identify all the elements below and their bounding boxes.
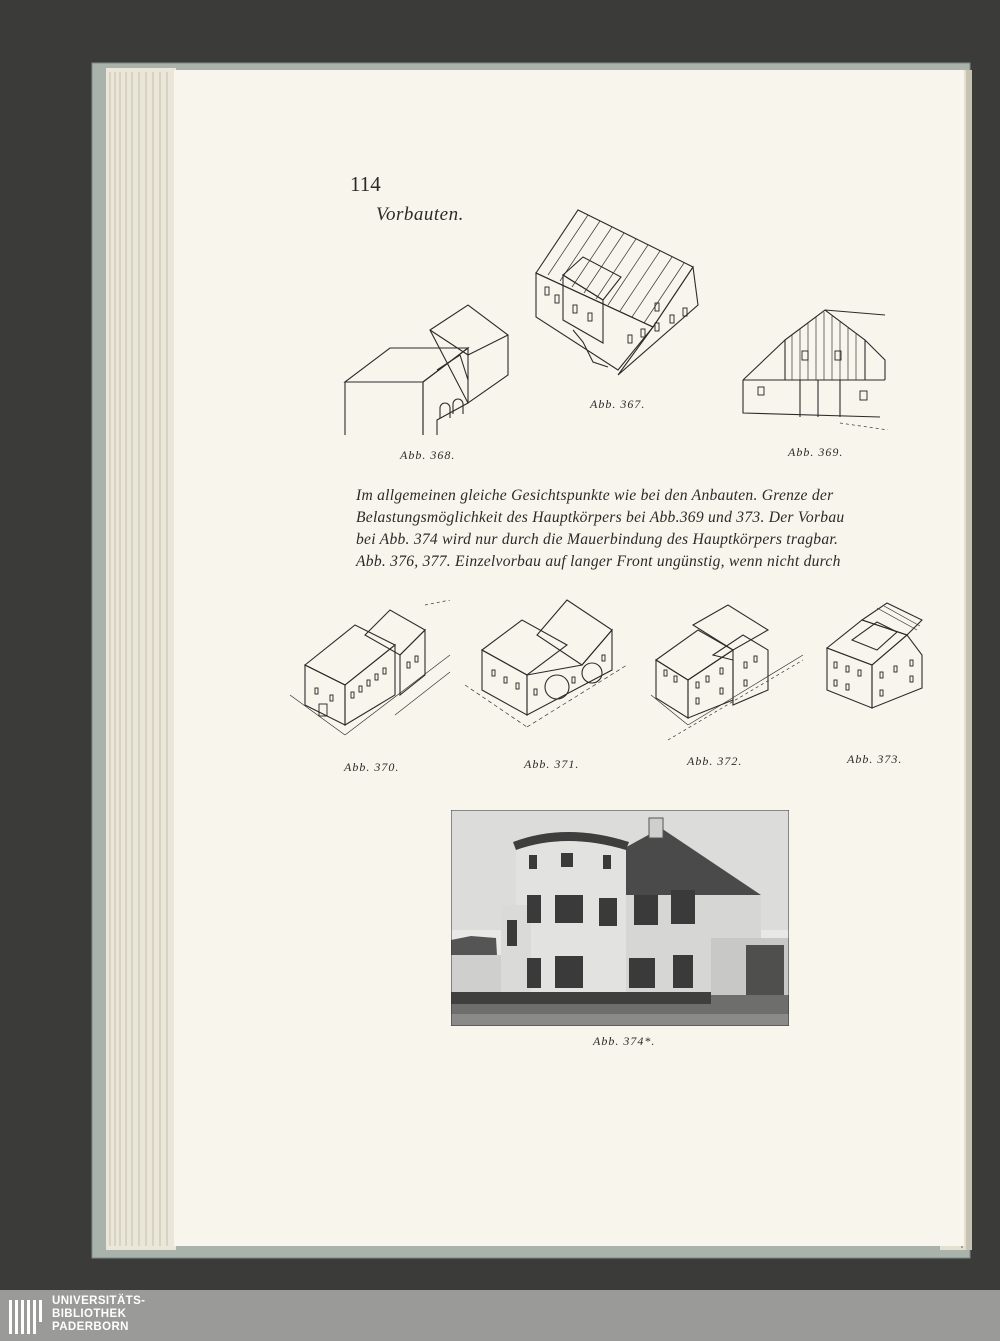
caption-abb368: Abb. 368. xyxy=(400,448,456,462)
figure-abb372-drawing xyxy=(648,600,808,745)
caption-abb369: Abb. 369. xyxy=(788,445,844,459)
university-library-logo-icon xyxy=(8,1296,44,1334)
figure-abb369-drawing xyxy=(740,305,890,430)
figure-abb368-drawing xyxy=(340,300,515,435)
figure-abb367-drawing xyxy=(533,205,713,385)
library-logo-text xyxy=(52,1295,145,1334)
paragraph-line-3: bei Abb. 374 wird nur durch die Mauerbindung des Hauptkörpers tragbar. xyxy=(356,531,839,548)
figure-abb373-drawing xyxy=(822,600,927,715)
paragraph-line-1: Im allgemeinen gleiche Gesichtspunkte wie bei den Anbauten. Grenze der xyxy=(356,487,834,504)
caption-abb372: Abb. 372. xyxy=(687,754,743,768)
section-heading: Vorbauten. xyxy=(376,204,464,225)
logo-line-1: UNIVERSITÄTS- xyxy=(52,1295,146,1307)
logo-line-2: BIBLIOTHEK xyxy=(52,1308,127,1320)
page-number: 114 xyxy=(350,172,381,196)
paragraph-line-2: Belastungsmöglichkeit des Hauptkörpers bei Abb.369 und 373. Der Vorbau xyxy=(356,509,845,526)
library-footer-bar xyxy=(0,1290,1000,1341)
caption-abb367: Abb. 367. xyxy=(590,397,646,411)
paragraph-line-4: Abb. 376, 377. Einzelvorbau auf langer Front ungünstig, wenn nicht durch xyxy=(356,553,841,570)
caption-abb373: Abb. 373. xyxy=(847,752,903,766)
figure-abb370-drawing xyxy=(285,600,460,740)
logo-line-3: PADERBORN xyxy=(52,1321,129,1333)
caption-abb374: Abb. 374*. xyxy=(593,1034,656,1048)
caption-abb371: Abb. 371. xyxy=(524,757,580,771)
figure-abb371-drawing xyxy=(462,595,632,735)
figure-abb374-photograph xyxy=(451,810,789,1026)
caption-abb370: Abb. 370. xyxy=(344,760,400,774)
page-stack xyxy=(106,68,176,1250)
